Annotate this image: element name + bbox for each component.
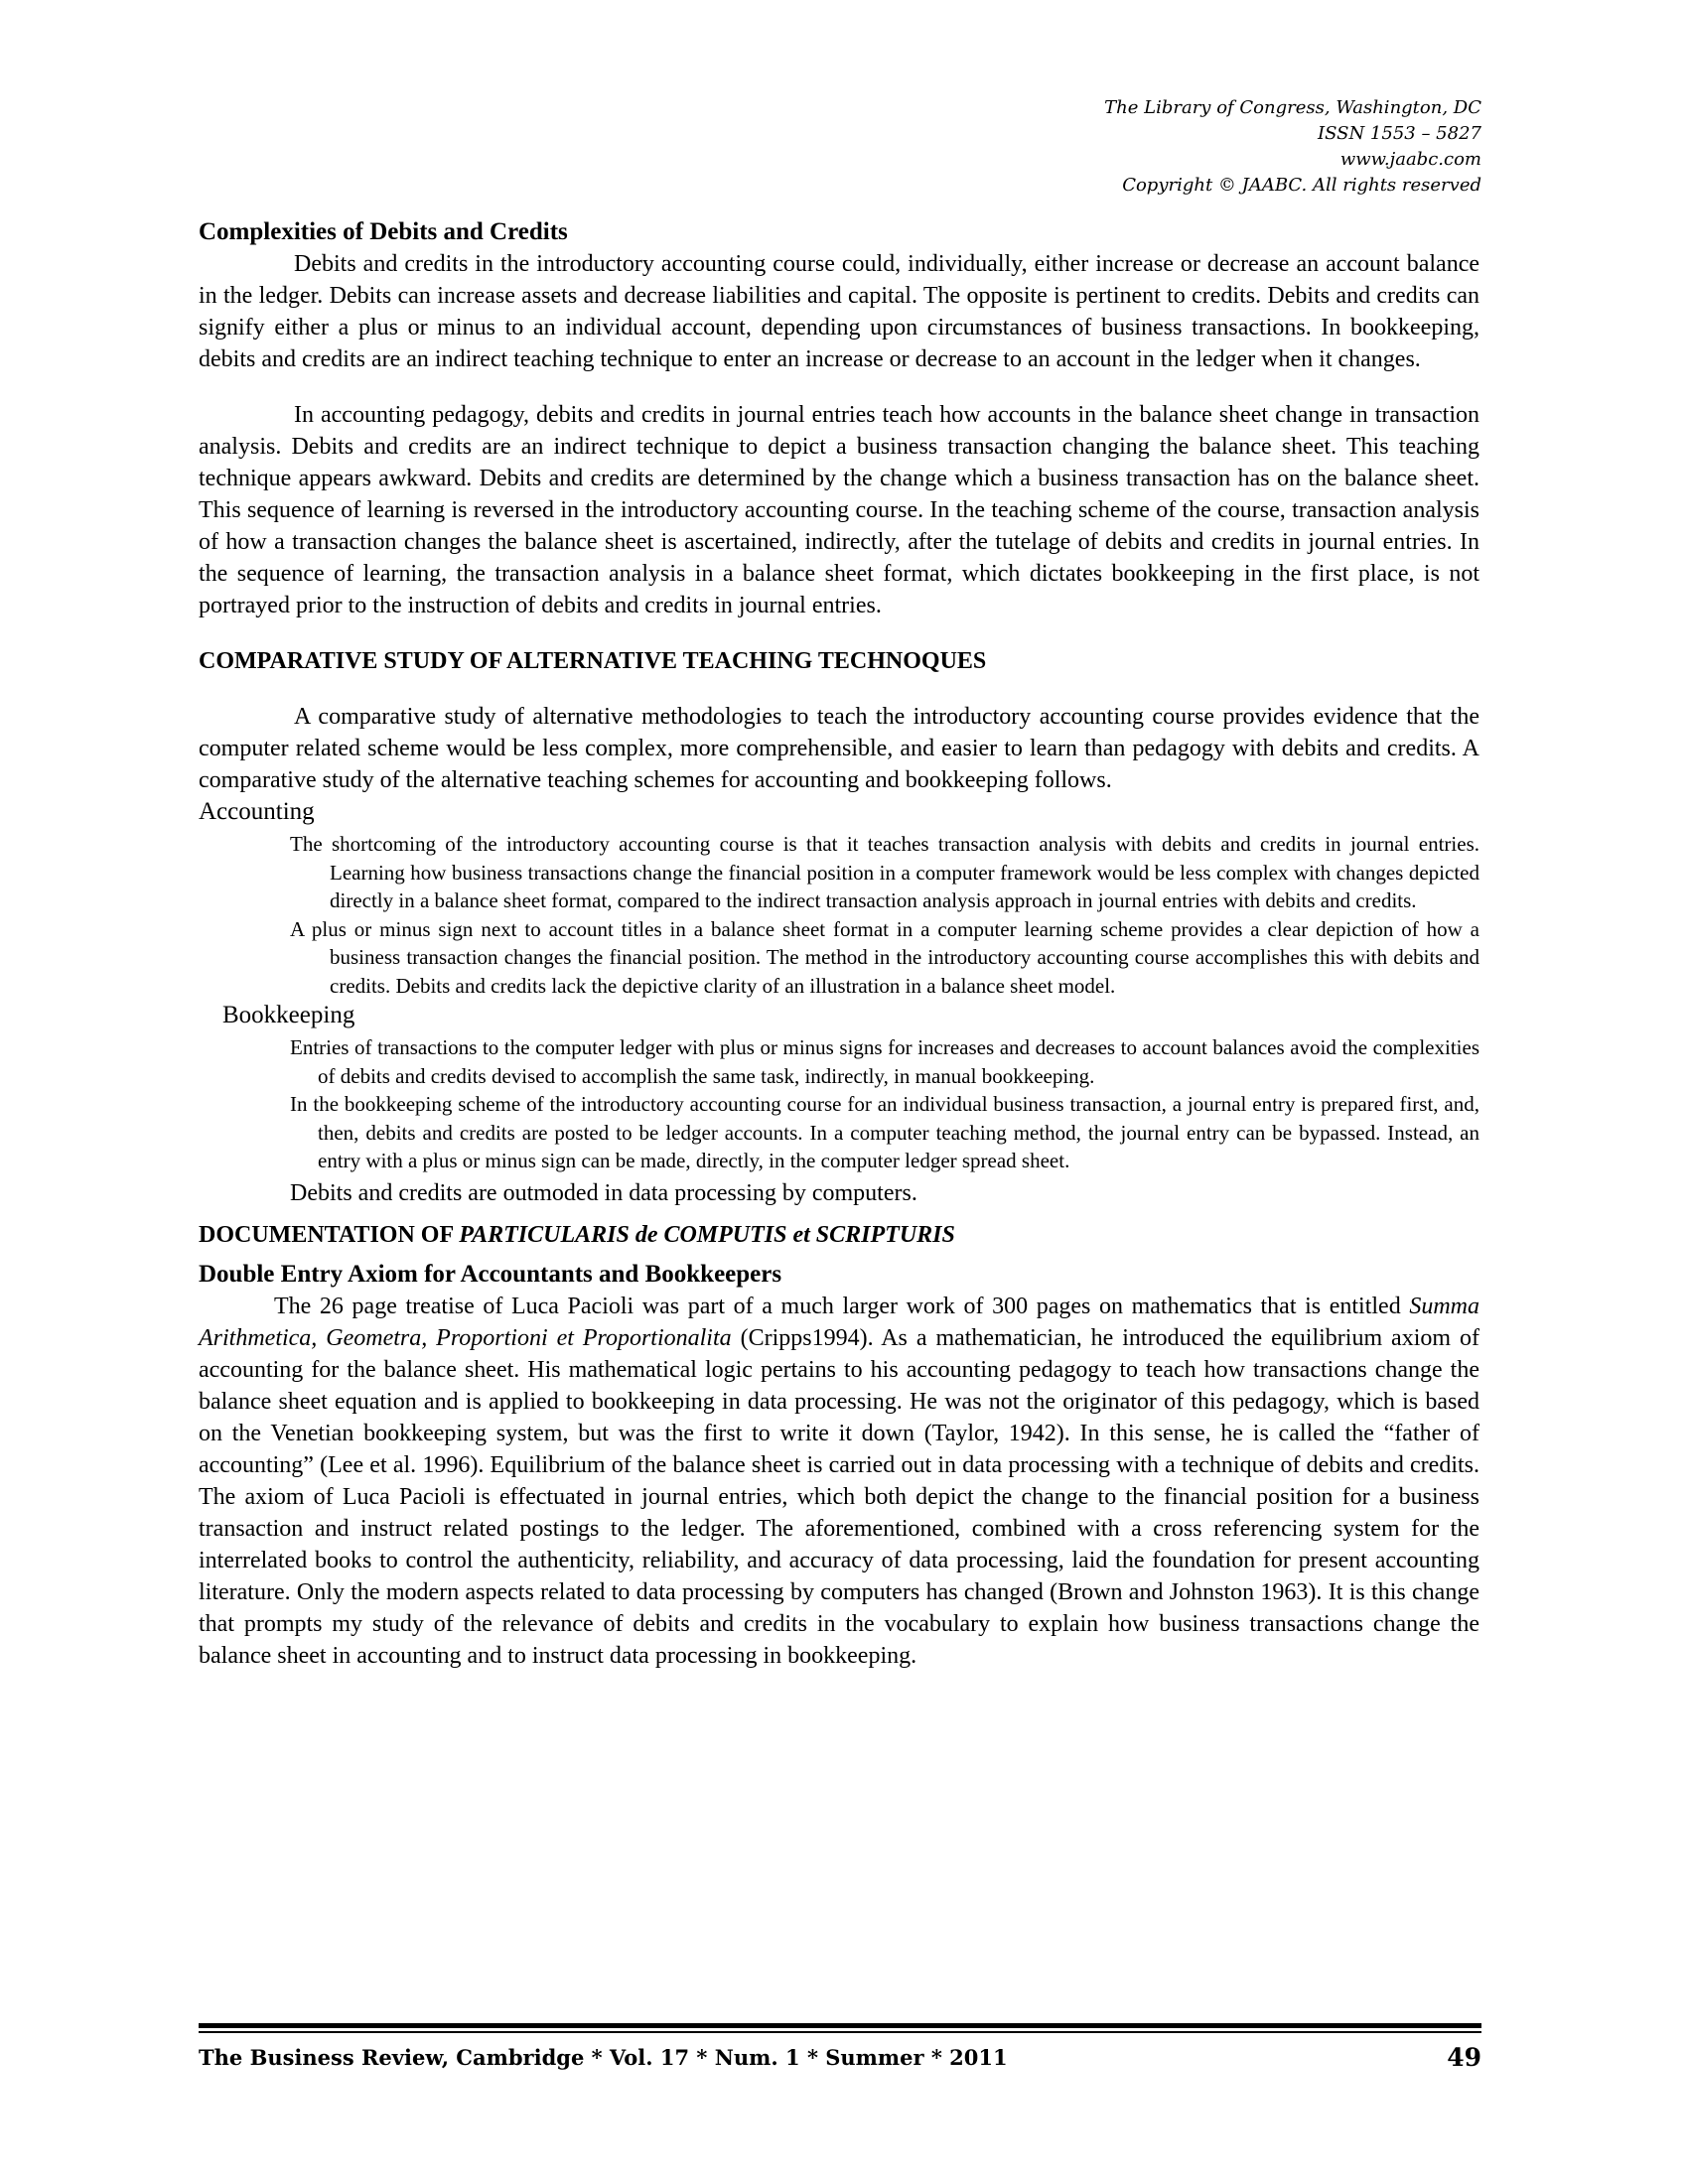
heading-italic-title: PARTICULARIS de COMPUTIS et SCRIPTURIS (459, 1221, 955, 1248)
paragraph: A comparative study of alternative methodologies to teach the introductory accounting course provides evidence that the computer related scheme would be less complex, more comprehensible, and easier to learn than pedagogy with debits and credits. A comparative study of the alternative teaching schemes for accounting and bookkeeping follows. (199, 704, 1479, 793)
paragraph: Debits and credits in the introductory accounting course could, individually, either increase or decrease an account balance in the ledger. Debits can increase assets and decrease liabilities and capital. The opposite is pertinent to credits. Debits and credits can signify either a plus or minus to an individual account, depending upon circumstances of business transactions. In bookkeeping, debits and credits are an indirect teaching technique to enter an increase or decrease to an account in the ledger when it changes. (199, 251, 1479, 372)
section-heading-comparative-study: COMPARATIVE STUDY OF ALTERNATIVE TEACHING TECHNOQUES (199, 648, 987, 674)
section-heading-complexities: Complexities of Debits and Credits (199, 218, 568, 245)
footer-journal: The Business Review, Cambridge * Vol. 17 * Num. 1 * Summer * 2011 (199, 2045, 1008, 2070)
header-library: The Library of Congress, Washington, DC (1104, 97, 1481, 118)
list-item: In the bookkeeping scheme of the introductory accounting course for an individual business transaction, a journal entry is prepared first, and, then, debits and credits are posted to be ledger accounts. In a computer teaching method, the journal entry can be bypassed. Instead, an entry with a plus or minus sign can be made, directly, in the computer ledger spread sheet. (290, 1092, 1479, 1172)
page-header (1104, 95, 1481, 199)
header-copyright: Copyright © JAABC. All rights reserved (1122, 175, 1481, 196)
paragraph (199, 1291, 1479, 1672)
list-item: The shortcoming of the introductory accounting course is that it teaches transaction analysis with debits and credits in journal entries. Learning how business transactions change the financial position in a computer framework would be less complex with changes depicted directly in a balance sheet format, compared to the indirect transaction analysis approach in journal entries with debits and credits. (290, 832, 1479, 912)
footer-rule-thin (199, 2031, 1481, 2033)
list-item: A plus or minus sign next to account titles in a balance sheet format in a computer learning scheme provides a clear depiction of how a business transaction changes the financial position. The method in the introductory accounting course accomplishes this with debits and credits. Debits and credits lack the depictive clarity of an illustration in a balance sheet model. (290, 916, 1479, 998)
paragraph: In accounting pedagogy, debits and credits in journal entries teach how accounts in the balance sheet change in transaction analysis. Debits and credits are an indirect technique to depict a business transaction changing the balance sheet. This teaching technique appears awkward. Debits and credits are determined by the change which a business transaction has on the balance sheet. This sequence of learning is reversed in the introductory accounting course. In the teaching scheme of the course, transaction analysis of how a transaction changes the balance sheet is ascertained, indirectly, after the tutelage of debits and credits in journal entries. In the sequence of learning, the transaction analysis in a balance sheet format, which dictates bookkeeping in the first place, is not portrayed prior to the instruction of debits and credits in journal entries. (199, 402, 1479, 618)
list-item: Entries of transactions to the computer ledger with plus or minus signs for increases and decreases to account balances avoid the complexities of debits and credits devised to accomplish the same task, indirectly, in manual bookkeeping. (290, 1035, 1479, 1088)
closing-line: Debits and credits are outmoded in data processing by computers. (290, 1179, 917, 1206)
subheading-accounting: Accounting (199, 798, 315, 825)
article-body (199, 216, 1479, 1672)
accounting-list (199, 830, 1479, 1000)
section-heading-documentation (199, 1219, 1479, 1251)
header-website: www.jaabc.com (1339, 149, 1481, 170)
subheading-bookkeeping: Bookkeeping (222, 1002, 355, 1028)
footer-rule-thick (199, 2023, 1481, 2028)
subheading-double-entry: Double Entry Axiom for Accountants and Bookkeepers (199, 1260, 782, 1288)
text-run: The 26 page treatise of Luca Pacioli was part of a much larger work of 300 pages on mathematics that is entitled (274, 1293, 1410, 1319)
italic-title: Summa Arithmetica, Geometra, Proportioni et Proportionalita (199, 1293, 1479, 1351)
page-number: 49 (1447, 2043, 1481, 2072)
bookkeeping-list (199, 1033, 1479, 1175)
header-issn: ISSN 1553 – 5827 (1318, 123, 1481, 144)
text-run: (Cripps1994). As a mathematician, he introduced the equilibrium axiom of accounting for the balance sheet. His mathematical logic pertains to his accounting pedagogy to teach how transactions change the balance sheet equation and is applied to bookkeeping in data processing. He was not the originator of this pedagogy, which is based on the Venetian bookkeeping system, but was the first to write it down (Taylor, 1942). In this sense, he is called the “father of accounting” (Lee et al. 1996). Equilibrium of the balance sheet is carried out in data processing with a technique of debits and credits. The axiom of Luca Pacioli is effectuated in journal entries, which both depict the change to the financial position for a business transaction and instruct related postings to the ledger. The aforementioned, combined with a cross referencing system for the interrelated books to control the authenticity, reliability, and accuracy of data processing, laid the foundation for present accounting literature. Only the modern aspects related to data processing by computers has changed (Brown and Johnston 1963). It is this change that prompts my study of the relevance of debits and credits in the vocabulary to explain how business transactions change the balance sheet in accounting and to instruct data processing in bookkeeping. (199, 1324, 1479, 1669)
heading-prefix: DOCUMENTATION OF (199, 1221, 460, 1248)
